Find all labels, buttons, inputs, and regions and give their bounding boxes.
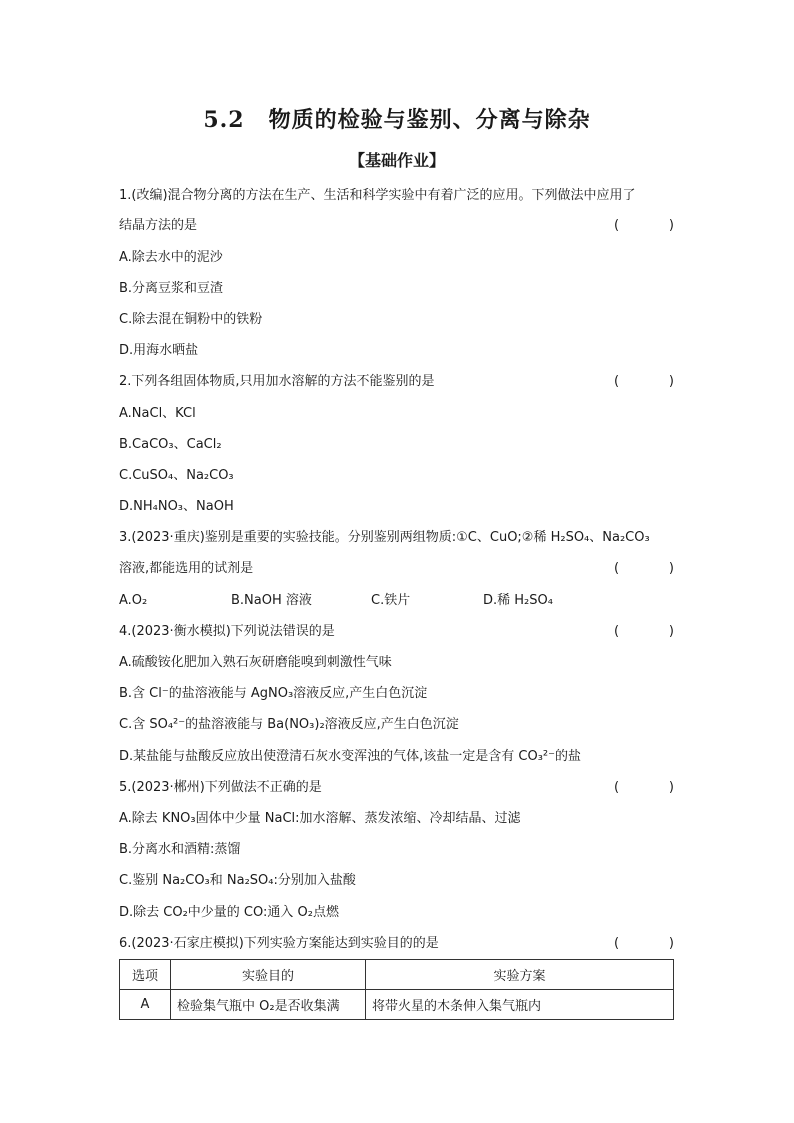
answer-bracket[interactable]: ( ) — [614, 561, 674, 576]
table-header-purpose: 实验目的 — [171, 960, 366, 990]
q1-option-a: A.除去水中的泥沙 — [119, 250, 223, 265]
q2-option-b: B.CaCO₃、CaCl₂ — [119, 437, 222, 452]
q1-stem-line1: 1.(改编)混合物分离的方法在生产、生活和科学实验中有着广泛的应用。下列做法中应用了 — [119, 188, 636, 203]
q3-options — [119, 591, 674, 611]
table-header-row — [120, 960, 674, 990]
q5-stem-text: 5.(2023·郴州)下列做法不正确的是 — [119, 780, 322, 795]
q4-stem — [119, 622, 674, 642]
q3-stem-line1: 3.(2023·重庆)鉴别是重要的实验技能。分别鉴别两组物质:①C、CuO;②稀 H₂SO₄、Na₂CO₃ — [119, 530, 650, 545]
table-header-plan: 实验方案 — [366, 960, 674, 990]
q1-option-c: C.除去混在铜粉中的铁粉 — [119, 312, 263, 327]
q1-stem-line2 — [119, 216, 674, 236]
q2-option-c: C.CuSO₄、Na₂CO₃ — [119, 468, 234, 483]
q5-option-a: A.除去 KNO₃固体中少量 NaCl:加水溶解、蒸发浓缩、冷却结晶、过滤 — [119, 811, 521, 826]
q5-option-d: D.除去 CO₂中少量的 CO:通入 O₂点燃 — [119, 905, 339, 920]
q3-stem-text: 溶液,都能选用的试剂是 — [119, 561, 254, 576]
q2-option-a: A.NaCl、KCl — [119, 406, 196, 421]
q2-stem — [119, 372, 674, 392]
q1-option-d: D.用海水晒盐 — [119, 343, 199, 358]
q5-option-b: B.分离水和酒精:蒸馏 — [119, 842, 241, 857]
table-row — [120, 990, 674, 1020]
q3-option-b: B.NaOH 溶液 — [231, 593, 312, 608]
q6-stem-text: 6.(2023·石家庄模拟)下列实验方案能达到实验目的的是 — [119, 936, 439, 951]
answer-bracket[interactable]: ( ) — [614, 780, 674, 795]
table-cell-option: A — [120, 990, 171, 1020]
page-title — [0, 103, 794, 134]
q3-option-a: A.O₂ — [119, 593, 148, 608]
q6-stem — [119, 934, 674, 954]
answer-bracket[interactable]: ( ) — [614, 936, 674, 951]
q1-stem-text: 结晶方法的是 — [119, 218, 198, 233]
q4-stem-text: 4.(2023·衡水模拟)下列说法错误的是 — [119, 624, 335, 639]
table-header-option: 选项 — [120, 960, 171, 990]
q4-option-c: C.含 SO₄²⁻的盐溶液能与 Ba(NO₃)₂溶液反应,产生白色沉淀 — [119, 717, 459, 732]
answer-bracket[interactable]: ( ) — [614, 218, 674, 233]
answer-bracket[interactable]: ( ) — [614, 374, 674, 389]
answer-bracket[interactable]: ( ) — [614, 624, 674, 639]
section-heading: 【基础作业】 — [348, 151, 445, 170]
q3-stem-line2 — [119, 559, 674, 579]
q5-option-c: C.鉴别 Na₂CO₃和 Na₂SO₄:分别加入盐酸 — [119, 873, 356, 888]
q3-option-c: C.铁片 — [371, 593, 411, 608]
q4-option-b: B.含 Cl⁻的盐溶液能与 AgNO₃溶液反应,产生白色沉淀 — [119, 686, 428, 701]
q5-stem — [119, 778, 674, 798]
q4-option-a: A.硫酸铵化肥加入熟石灰研磨能嗅到刺激性气味 — [119, 655, 392, 670]
table-cell-purpose: 检验集气瓶中 O₂是否收集满 — [171, 990, 366, 1020]
q4-option-d: D.某盐能与盐酸反应放出使澄清石灰水变浑浊的气体,该盐一定是含有 CO₃²⁻的盐 — [119, 749, 582, 764]
q2-option-d: D.NH₄NO₃、NaOH — [119, 499, 234, 514]
q2-stem-text: 2.下列各组固体物质,只用加水溶解的方法不能鉴别的是 — [119, 374, 435, 389]
q6-table — [119, 959, 674, 1020]
q3-option-d: D.稀 H₂SO₄ — [483, 593, 553, 608]
q1-option-b: B.分离豆浆和豆渣 — [119, 281, 224, 296]
table-cell-plan: 将带火星的木条伸入集气瓶内 — [366, 990, 674, 1020]
title-text: 物质的检验与鉴别、分离与除杂 — [268, 107, 591, 133]
section-number: 5.2 — [203, 107, 245, 133]
